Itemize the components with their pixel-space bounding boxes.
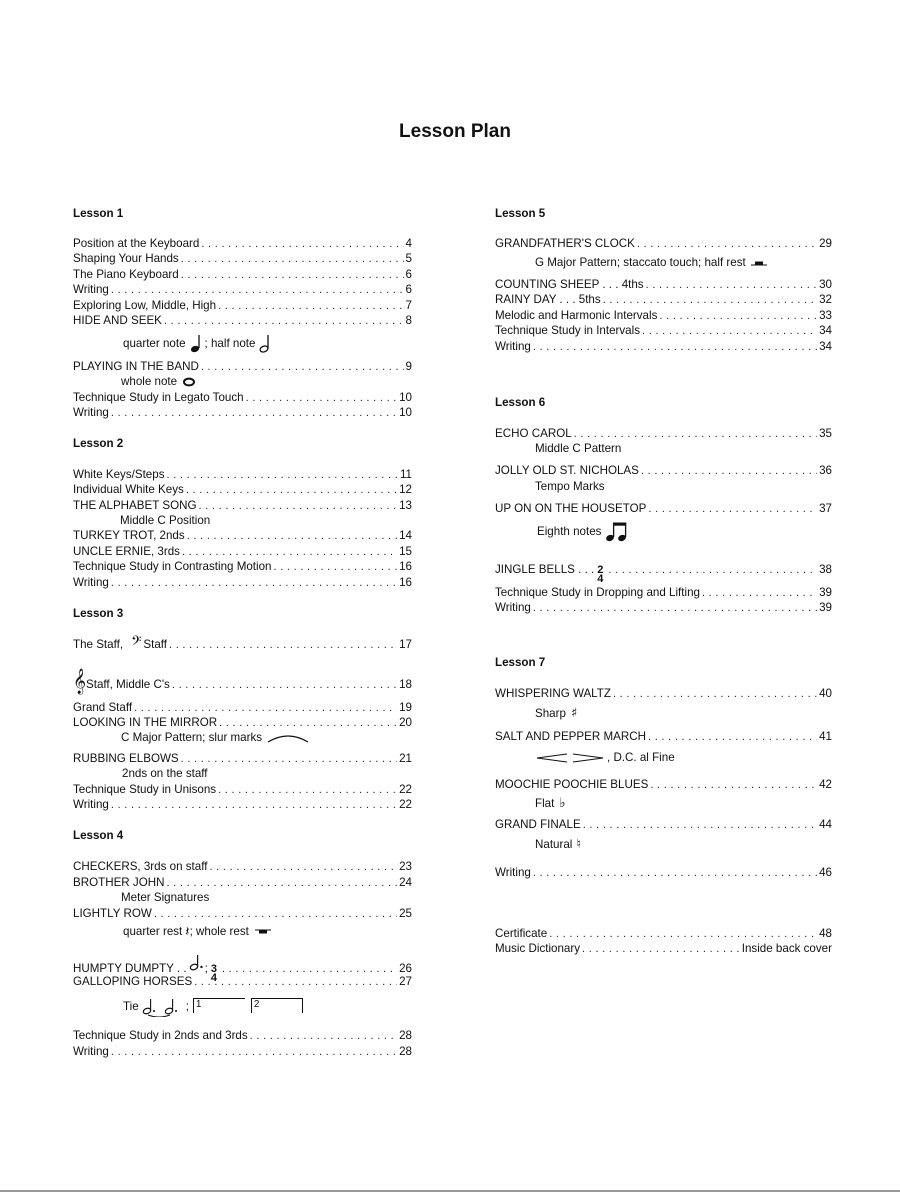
toc-entry[interactable] [495,340,832,354]
entry-page: 15 [399,545,412,558]
lesson-7-heading: Lesson 7 [495,656,546,669]
entry-title: GRANDFATHER'S CLOCK [495,237,635,250]
toc-entry[interactable] [73,669,412,694]
natural-line: Natural ♮ [535,837,582,852]
entry-title: White Keys/Steps [73,468,165,481]
entry-title: RAINY DAY . . . 5ths [495,293,601,306]
toc-entry[interactable] [73,876,412,890]
middle-c-position-note: Middle C Position [120,514,211,527]
entry-title: PLAYING IN THE BAND [73,360,199,373]
entry-title: Grand Staff [73,701,133,714]
entry-page: 27 [399,975,412,988]
toc-entry[interactable] [73,483,412,497]
toc-entry[interactable] [73,783,412,797]
g-major-line: G Major Pattern; staccato touch; half rest [535,256,768,270]
entry-title: LOOKING IN THE MIRROR [73,716,218,729]
entry-title: RUBBING ELBOWS [73,752,179,765]
entry-title: JOLLY OLD ST. NICHOLAS [495,464,639,477]
entry-title: Writing [73,1045,109,1058]
entry-title: Staff, Middle C's [86,678,170,691]
toc-entry[interactable] [495,687,832,701]
entry-title: LIGHTLY ROW [73,907,152,920]
entry-title: Writing [495,866,531,879]
toc-entry[interactable] [73,529,412,543]
entry-title: WHISPERING WALTZ [495,687,611,700]
entry-page: 37 [819,502,832,515]
time-signature-icon: 3 4 [210,963,217,984]
decrescendo-icon [571,753,605,763]
second-ending-bracket: 2 [251,998,303,1013]
toc-entry[interactable] [495,464,832,478]
sharp-icon: ♯ [570,706,578,721]
toc-entry[interactable] [495,427,832,441]
half-rest-icon [750,259,768,267]
entry-page: 20 [399,716,412,729]
time-signature-icon: 2 4 [597,564,604,585]
toc-entry[interactable] [495,324,832,338]
natural-icon: ♮ [576,837,582,852]
whole-note-icon [182,377,196,387]
sharp-line: Sharp ♯ [535,706,578,721]
toc-entry[interactable] [495,586,832,600]
toc-entry[interactable] [73,1045,412,1059]
entry-page: 6 [405,283,412,296]
entry-page: 32 [819,293,832,306]
half-note-icon [259,334,273,354]
entry-page: 6 [405,268,412,281]
bass-clef-icon: 𝄢 [131,633,142,652]
entry-title: CHECKERS, 3rds on staff [73,860,208,873]
dynamics-line: , D.C. al Fine [535,751,675,765]
entry-page: 36 [819,464,832,477]
entry-page: 39 [819,586,832,599]
toc-entry[interactable] [73,314,412,328]
toc-entry[interactable] [73,576,412,590]
entry-title: The Staff, [73,638,124,651]
entry-title: Technique Study in 2nds and 3rds [73,1029,248,1042]
entry-title: HUMPTY DUMPTY . . [73,962,187,975]
entry-page: 9 [405,360,412,373]
tempo-marks-note: Tempo Marks [535,480,605,493]
toc-entry[interactable] [73,299,412,313]
entry-title: Individual White Keys [73,483,184,496]
crescendo-icon [535,753,569,763]
entry-page: 11 [399,468,412,481]
toc-entry[interactable] [495,730,832,744]
flat-icon: ♭ [559,796,566,811]
first-ending-bracket: 1 [193,998,245,1013]
entry-title: SALT AND PEPPER MARCH [495,730,646,743]
entry-page: 25 [399,907,412,920]
entry-page: 28 [399,1045,412,1058]
lesson-5-heading: Lesson 5 [495,207,546,220]
toc-entry[interactable] [495,927,832,941]
tie-icon [142,997,186,1017]
slur-mark-icon [266,732,310,744]
whole-rest-icon [254,928,272,936]
entry-title: Writing [73,406,109,419]
entry-title: Technique Study in Intervals [495,324,641,337]
entry-page: 26 [399,962,412,975]
entry-page: 8 [405,314,412,327]
entry-title: Technique Study in Contrasting Motion [73,560,272,573]
note-values-line: quarter note ; half note [123,334,273,354]
entry-page: 22 [399,783,412,796]
rests-line: quarter rest 𝄽 ; whole rest [123,925,272,939]
c-major-line: C Major Pattern; slur marks [121,731,310,745]
entry-title: UNCLE ERNIE, 3rds [73,545,180,558]
page-title: Lesson Plan [399,121,511,142]
toc-entry[interactable] [73,468,412,482]
toc-entry[interactable] [73,360,412,374]
entry-page: 5 [405,252,412,265]
entry-page: 4 [405,237,412,250]
entry-title: Shaping Your Hands [73,252,179,265]
tie-endings-line: Tie ; 1 2 [123,997,303,1017]
entry-page: 7 [405,299,412,312]
entry-page: 22 [399,798,412,811]
entry-page: 21 [399,752,412,765]
entry-page: 24 [399,876,412,889]
entry-title: GALLOPING HORSES [73,975,193,988]
entry-title: COUNTING SHEEP . . . 4ths [495,278,644,291]
entry-title: Writing [73,798,109,811]
eighth-notes-icon [605,521,629,543]
entry-page: 39 [819,601,832,614]
toc-entry[interactable] [73,798,412,812]
middle-c-pattern-note: Middle C Pattern [535,442,622,455]
entry-page: 17 [399,638,412,651]
entry-title: MOOCHIE POOCHIE BLUES [495,778,649,791]
entry-title: Writing [495,340,531,353]
entry-page: 46 [819,866,832,879]
lesson-1-heading: Lesson 1 [73,207,124,220]
entry-title: Certificate [495,927,548,940]
entry-page: 33 [819,309,832,322]
entry-page: 13 [399,499,412,512]
entry-title: Music Dictionary [495,942,581,955]
entry-page: 30 [819,278,832,291]
flat-line: Flat ♭ [535,796,566,811]
entry-title: TURKEY TROT, 2nds [73,529,185,542]
quarter-rest-icon: 𝄽 [185,924,190,940]
entry-page: 44 [819,818,832,831]
toc-entry[interactable] [495,237,832,251]
entry-title: Writing [73,576,109,589]
toc-entry[interactable] [73,545,412,559]
toc-entry[interactable] [73,907,412,921]
entry-page: 29 [819,237,832,250]
lesson-6-heading: Lesson 6 [495,396,546,409]
entry-page: 40 [819,687,832,700]
entry-title: Writing [495,601,531,614]
toc-entry[interactable] [73,252,412,266]
whole-note-line: whole note [121,375,196,389]
entry-title: Writing [73,283,109,296]
toc-entry[interactable] [495,601,832,615]
entry-title: JINGLE BELLS . . . [495,563,595,576]
entry-page: 34 [819,340,832,353]
toc-entry[interactable] [495,778,832,792]
entry-page: 16 [399,560,412,573]
entry-title: BROTHER JOHN [73,876,165,889]
entry-page: 42 [819,778,832,791]
toc-entry[interactable] [495,563,832,584]
entry-page: 38 [819,563,832,576]
entry-title: UP ON ON THE HOUSETOP [495,502,647,515]
quarter-note-icon [190,334,204,354]
treble-clef-icon: 𝄞 [73,669,87,694]
entry-page: 35 [819,427,832,440]
toc-entry[interactable] [495,293,832,307]
toc-entry[interactable] [495,502,832,516]
entry-page: 23 [399,860,412,873]
entry-title: ECHO CAROL [495,427,572,440]
entry-page: 28 [399,1029,412,1042]
toc-entry[interactable] [73,752,412,766]
entry-page: 34 [819,324,832,337]
lesson-4-heading: Lesson 4 [73,829,124,842]
toc-entry[interactable] [73,1029,412,1043]
entry-page: 12 [399,483,412,496]
toc-entry[interactable] [73,975,412,989]
toc-entry[interactable]: HUMPTY DUMPTY . . ; 3 4 . . . 26 [73,954,412,983]
toc-entry[interactable] [73,716,412,730]
entry-title: Technique Study in Dropping and Lifting [495,586,700,599]
entry-title: The Piano Keyboard [73,268,179,281]
entry-title: Position at the Keyboard [73,237,200,250]
toc-entry[interactable] [73,237,412,251]
toc-entry[interactable] [73,560,412,574]
toc-entry[interactable] [495,278,832,292]
entry-page: 10 [399,406,412,419]
toc-entry[interactable] [495,942,832,956]
entry-title: Melodic and Harmonic Intervals [495,309,658,322]
seconds-staff-note: 2nds on the staff [122,767,208,780]
toc-entry[interactable] [495,309,832,323]
entry-title: Technique Study in Legato Touch [73,391,244,404]
entry-title-suffix: Staff [143,638,167,651]
dotted-half-note-icon [189,954,205,972]
entry-page: 10 [399,391,412,404]
eighth-notes-line: Eighth notes [537,521,629,543]
lesson-2-heading: Lesson 2 [73,437,124,450]
entry-title: Exploring Low, Middle, High [73,299,217,312]
entry-title: Technique Study in Unisons [73,783,217,796]
toc-entry[interactable] [73,701,412,715]
toc-entry[interactable] [495,818,832,832]
toc-entry[interactable] [73,391,412,405]
entry-page: Inside back cover [741,942,832,955]
toc-entry[interactable] [73,268,412,282]
entry-page: 14 [399,529,412,542]
entry-title: HIDE AND SEEK [73,314,162,327]
toc-entry[interactable] [73,283,412,297]
toc-entry[interactable] [73,633,412,652]
entry-page: 41 [819,730,832,743]
lesson-3-heading: Lesson 3 [73,607,124,620]
entry-title: THE ALPHABET SONG [73,499,197,512]
toc-entry[interactable] [495,866,832,880]
toc-entry[interactable] [73,860,412,874]
toc-entry[interactable] [73,499,412,513]
meter-signatures-note: Meter Signatures [121,891,210,904]
entry-page: 16 [399,576,412,589]
toc-entry[interactable] [73,406,412,420]
entry-page: 18 [399,678,412,691]
entry-page: 48 [819,927,832,940]
entry-title: GRAND FINALE [495,818,581,831]
entry-page: 19 [399,701,412,714]
